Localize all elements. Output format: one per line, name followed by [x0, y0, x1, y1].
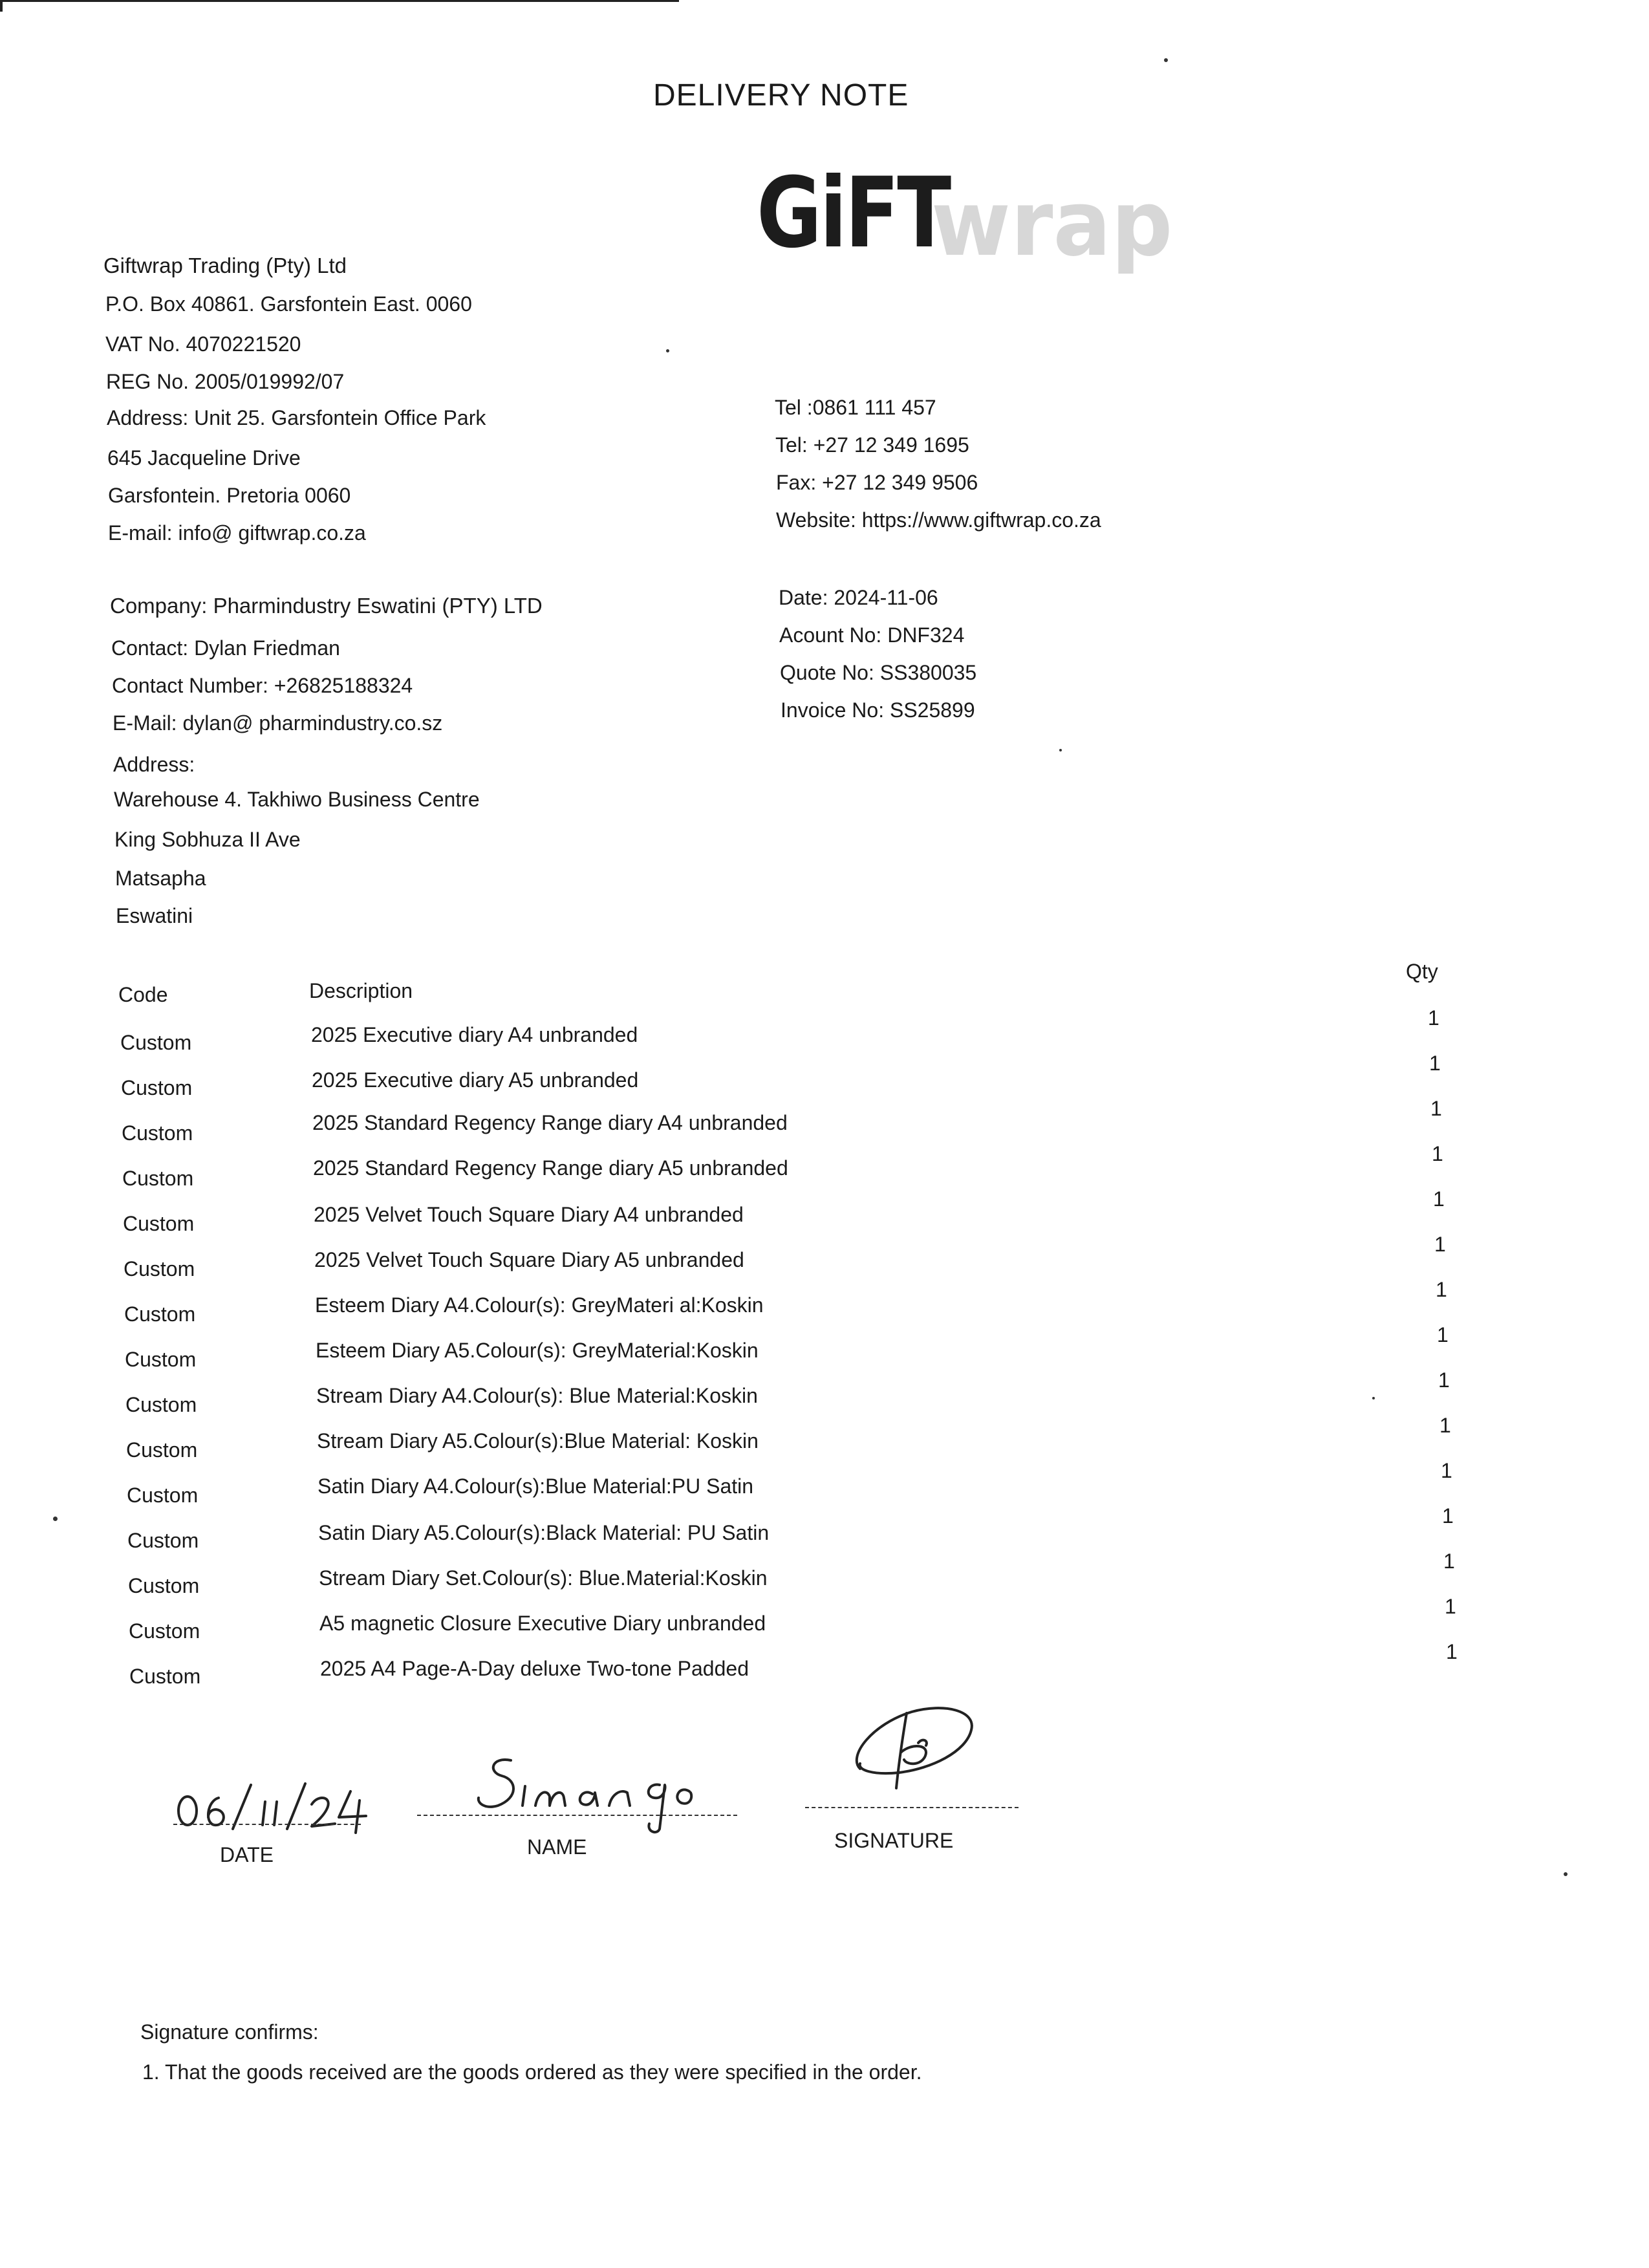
row-description: 2025 Velvet Touch Square Diary A5 unbranded	[314, 1248, 744, 1271]
row-qty: 1	[1441, 1459, 1452, 1482]
row-qty: 1	[1442, 1504, 1454, 1528]
supplier-address-2: 645 Jacqueline Drive	[107, 446, 301, 470]
supplier-tel-2: Tel: +27 12 349 1695	[775, 433, 969, 457]
handwritten-signature	[834, 1698, 996, 1801]
scan-speck	[1372, 1397, 1375, 1399]
table-header-qty: Qty	[1406, 960, 1438, 983]
row-description: 2025 Executive diary A5 unbranded	[312, 1068, 639, 1092]
row-description: 2025 Standard Regency Range diary A5 unbranded	[313, 1156, 788, 1180]
supplier-website: Website: https://www.giftwrap.co.za	[776, 508, 1101, 532]
supplier-tel-1: Tel :0861 111 457	[775, 396, 936, 419]
supplier-reg: REG No. 2005/019992/07	[106, 370, 345, 393]
signature-line	[805, 1807, 1018, 1808]
row-qty: 1	[1436, 1278, 1447, 1301]
date-label: DATE	[220, 1843, 274, 1866]
supplier-fax: Fax: +27 12 349 9506	[776, 471, 978, 494]
row-description: 2025 Standard Regency Range diary A4 unbranded	[312, 1111, 788, 1134]
row-qty: 1	[1446, 1640, 1458, 1663]
row-code: Custom	[123, 1212, 195, 1235]
supplier-po-box: P.O. Box 40861. Garsfontein East. 0060	[105, 292, 472, 316]
row-code: Custom	[129, 1665, 201, 1688]
scan-speck	[53, 1517, 58, 1521]
footer-heading: Signature confirms:	[140, 2020, 319, 2044]
row-description: Esteem Diary A5.Colour(s): GreyMaterial:Koskin	[316, 1339, 759, 1362]
row-description: 2025 A4 Page-A-Day deluxe Two-tone Padded	[320, 1657, 749, 1680]
scan-speck	[666, 349, 669, 352]
row-code: Custom	[125, 1393, 197, 1416]
row-qty: 1	[1439, 1414, 1451, 1437]
row-description: Stream Diary A4.Colour(s): Blue Material:Koskin	[316, 1384, 758, 1407]
row-qty: 1	[1432, 1142, 1443, 1165]
scan-speck	[1164, 58, 1168, 62]
date-signature-line	[173, 1824, 361, 1825]
row-qty: 1	[1437, 1323, 1449, 1346]
footer-item-1: 1. That the goods received are the goods ordered as they were specified in the order.	[142, 2060, 922, 2084]
row-code: Custom	[125, 1348, 197, 1371]
customer-address-3: Matsapha	[115, 867, 206, 890]
row-code: Custom	[127, 1484, 199, 1507]
row-description: Stream Diary Set.Colour(s): Blue.Material:Koskin	[319, 1566, 768, 1590]
logo-text-light: wrap	[931, 171, 1173, 277]
table-header-description: Description	[309, 979, 413, 1002]
row-qty: 1	[1433, 1187, 1445, 1211]
row-qty: 1	[1438, 1368, 1450, 1392]
supplier-vat: VAT No. 4070221520	[105, 332, 301, 356]
signature-label: SIGNATURE	[834, 1829, 954, 1852]
row-code: Custom	[120, 1031, 192, 1054]
customer-company: Company: Pharmindustry Eswatini (PTY) LTD	[110, 594, 543, 618]
supplier-email: E-mail: info@ giftwrap.co.za	[108, 521, 366, 545]
row-qty: 1	[1430, 1097, 1442, 1120]
row-code: Custom	[124, 1302, 196, 1326]
name-signature-line	[417, 1815, 737, 1816]
customer-contact-number: Contact Number: +26825188324	[112, 674, 413, 697]
row-code: Custom	[128, 1574, 200, 1597]
row-qty: 1	[1428, 1006, 1439, 1030]
handwritten-date	[168, 1766, 388, 1837]
giftwrap-logo	[757, 157, 1173, 277]
doc-date: Date: 2024-11-06	[779, 586, 938, 609]
row-qty: 1	[1434, 1233, 1446, 1256]
row-description: Esteem Diary A4.Colour(s): GreyMateri al:Koskin	[315, 1293, 764, 1317]
row-code: Custom	[126, 1438, 198, 1462]
row-description: Satin Diary A5.Colour(s):Black Material: PU Satin	[318, 1521, 770, 1544]
doc-account-number: Acount No: DNF324	[779, 623, 965, 647]
supplier-name: Giftwrap Trading (Pty) Ltd	[103, 254, 347, 277]
row-qty: 1	[1443, 1550, 1455, 1573]
scan-corner-mark	[0, 0, 3, 12]
name-label: NAME	[527, 1835, 587, 1859]
supplier-address-1: Address: Unit 25. Garsfontein Office Park	[107, 406, 486, 429]
row-code: Custom	[127, 1529, 199, 1552]
row-description: 2025 Executive diary A4 unbranded	[311, 1023, 638, 1046]
row-description: A5 magnetic Closure Executive Diary unbranded	[319, 1612, 766, 1635]
document-title: DELIVERY NOTE	[653, 78, 909, 113]
row-qty: 1	[1445, 1595, 1456, 1618]
customer-address-label: Address:	[113, 753, 195, 776]
row-description: Satin Diary A4.Colour(s):Blue Material:PU Satin	[318, 1474, 754, 1498]
row-qty: 1	[1429, 1052, 1441, 1075]
handwritten-name	[466, 1746, 763, 1837]
row-code: Custom	[122, 1121, 193, 1145]
customer-address-1: Warehouse 4. Takhiwo Business Centre	[114, 788, 480, 811]
supplier-address-3: Garsfontein. Pretoria 0060	[108, 484, 351, 507]
row-code: Custom	[129, 1619, 200, 1643]
logo-text-dark: GiFT	[757, 157, 949, 270]
row-code: Custom	[121, 1076, 193, 1099]
scan-speck	[1564, 1872, 1568, 1876]
scan-speck	[1059, 749, 1062, 751]
customer-contact: Contact: Dylan Friedman	[111, 636, 340, 660]
customer-address-2: King Sobhuza II Ave	[114, 828, 301, 851]
row-code: Custom	[124, 1257, 195, 1280]
row-description: Stream Diary A5.Colour(s):Blue Material: Koskin	[317, 1429, 759, 1453]
customer-address-4: Eswatini	[116, 904, 193, 927]
scan-edge-line	[0, 0, 679, 2]
table-header-code: Code	[118, 983, 168, 1006]
customer-email: E-Mail: dylan@ pharmindustry.co.sz	[113, 711, 443, 735]
row-description: 2025 Velvet Touch Square Diary A4 unbranded	[314, 1203, 744, 1226]
row-code: Custom	[122, 1167, 194, 1190]
doc-invoice-number: Invoice No: SS25899	[781, 698, 975, 722]
doc-quote-number: Quote No: SS380035	[780, 661, 977, 684]
